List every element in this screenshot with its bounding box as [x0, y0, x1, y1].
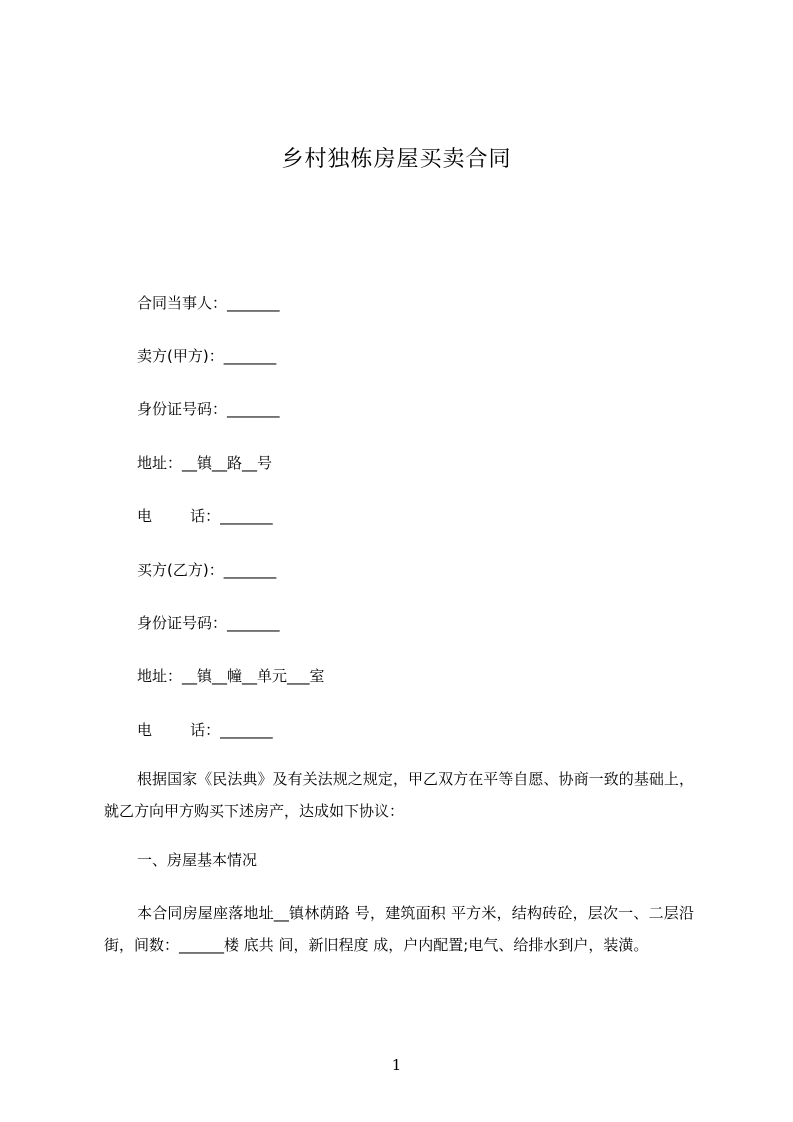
buyer-address-field: 地址：__镇__幢__单元___室 — [137, 667, 325, 685]
section-1-paragraph: 本合同房屋座落地址__镇林荫路 号，建筑面积 平方米，结构砖砼，层次一、二层沿街，间数：______楼 底共 间，新旧程度 成，户内配置;电气、给排水到户，装潢。 — [104, 904, 694, 954]
buyer-phone-field: 电 话：_______ — [137, 721, 273, 739]
buyer-id-field: 身份证号码：_______ — [137, 614, 280, 632]
page-number: 1 — [391, 1056, 402, 1074]
seller-id-field: 身份证号码：_______ — [137, 400, 280, 418]
seller-field: 卖方(甲方)：_______ — [137, 347, 277, 365]
intro-paragraph: 根据国家《民法典》及有关法规之规定，甲乙双方在平等自愿、协商一致的基础上，就乙方向甲方购买下述房产，达成如下协议： — [104, 770, 694, 820]
seller-address-field: 地址：__镇__路__号 — [137, 454, 273, 472]
document-title: 乡村独栋房屋买卖合同 — [281, 147, 512, 172]
section-1-heading: 一、房屋基本情况 — [137, 851, 258, 869]
party-label-field: 合同当事人：_______ — [137, 294, 280, 312]
buyer-field: 买方(乙方)：_______ — [137, 561, 277, 579]
seller-phone-field: 电 话：_______ — [137, 507, 273, 525]
